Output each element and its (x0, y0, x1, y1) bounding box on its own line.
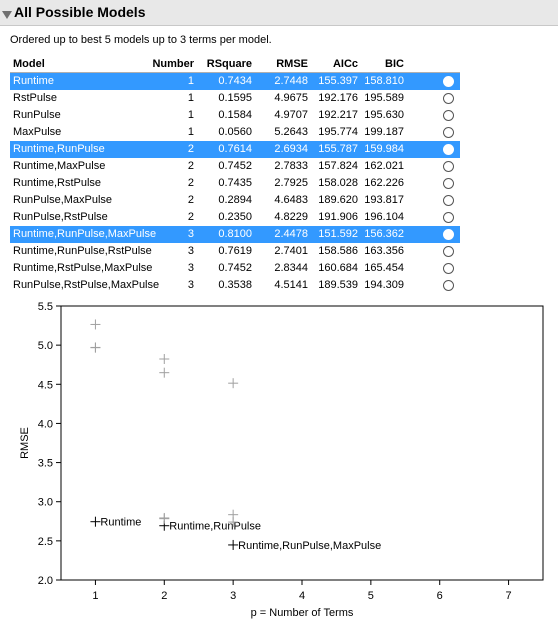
aicc-cell: 192.176 (318, 92, 358, 104)
model-select-radio[interactable] (443, 178, 454, 189)
model-select-radio[interactable] (443, 144, 454, 155)
aicc-cell: 155.787 (318, 143, 358, 155)
rsquare-cell: 0.7434 (218, 75, 252, 87)
number-cell: 3 (187, 279, 194, 291)
model-select-radio[interactable] (443, 280, 454, 291)
bic-cell: 163.356 (364, 245, 404, 257)
point-label: Runtime (100, 516, 142, 529)
bic-cell: 196.104 (364, 211, 404, 223)
aicc-cell: 189.620 (318, 194, 358, 206)
model-cell: RstPulse (13, 92, 58, 104)
model-cell: RunPulse,MaxPulse (13, 194, 113, 206)
aicc-cell: 189.539 (318, 279, 358, 291)
table-row[interactable] (10, 107, 460, 124)
number-cell: 1 (187, 126, 194, 138)
table-row[interactable] (10, 175, 460, 192)
table-row[interactable] (10, 243, 460, 260)
bic-cell: 193.817 (364, 194, 404, 206)
disclosure-triangle-icon[interactable] (0, 3, 13, 21)
bic-cell: 195.589 (364, 92, 404, 104)
model-select-radio[interactable] (443, 76, 454, 87)
rmse-cell: 2.6934 (274, 143, 308, 155)
table-row[interactable] (10, 260, 460, 277)
table-row[interactable] (10, 73, 460, 90)
table-row[interactable] (10, 90, 460, 107)
model-cell: Runtime,RstPulse,MaxPulse (13, 262, 153, 274)
number-cell: 3 (187, 262, 194, 274)
aicc-cell: 191.906 (318, 211, 358, 223)
aicc-cell: 151.592 (318, 228, 358, 240)
model-cell: Runtime,RunPulse (13, 143, 105, 155)
bic-cell: 195.630 (364, 109, 404, 121)
bic-cell: 156.362 (364, 228, 404, 240)
rsquare-cell: 0.1595 (218, 92, 252, 104)
number-cell: 1 (187, 92, 194, 104)
y-axis-label: RMSE (19, 427, 31, 459)
number-cell: 2 (187, 211, 194, 223)
rmse-cell: 4.6483 (274, 194, 308, 206)
bic-cell: 165.454 (364, 262, 404, 274)
table-row[interactable] (10, 124, 460, 141)
rsquare-cell: 0.3538 (218, 279, 252, 291)
aicc-cell: 158.028 (318, 177, 358, 189)
x-tick-label: 3 (230, 590, 237, 602)
bic-cell: 194.309 (364, 279, 404, 291)
bic-cell: 199.187 (364, 126, 404, 138)
rmse-cell: 5.2643 (274, 126, 308, 138)
rmse-cell: 4.8229 (274, 211, 308, 223)
table-row[interactable] (10, 141, 460, 158)
column-header-rsquare[interactable]: RSquare (206, 58, 252, 70)
aicc-cell: 192.217 (318, 109, 358, 121)
rmse-cell: 2.7925 (274, 177, 308, 189)
rsquare-cell: 0.7619 (218, 245, 252, 257)
number-cell: 2 (187, 177, 194, 189)
aicc-cell: 155.397 (318, 75, 358, 87)
aicc-cell: 158.586 (318, 245, 358, 257)
panel-title: All Possible Models (14, 4, 146, 20)
model-select-radio[interactable] (443, 195, 454, 206)
column-header-model[interactable]: Model (13, 58, 45, 70)
table-row[interactable] (10, 226, 460, 243)
panel-subtitle: Ordered up to best 5 models up to 3 terms per model. (10, 34, 272, 46)
rsquare-cell: 0.7452 (218, 262, 252, 274)
rmse-cell: 2.8344 (274, 262, 308, 274)
x-tick-label: 6 (436, 590, 443, 602)
column-header-aicc[interactable]: AICc (332, 58, 358, 70)
bic-cell: 158.810 (364, 75, 404, 87)
bic-cell: 162.021 (364, 160, 404, 172)
rsquare-cell: 0.0560 (218, 126, 252, 138)
rmse-cell: 2.7833 (274, 160, 308, 172)
model-cell: RunPulse,RstPulse,MaxPulse (13, 279, 160, 291)
model-cell: MaxPulse (13, 126, 62, 138)
x-tick-label: 5 (367, 590, 374, 602)
x-tick-label: 1 (92, 590, 99, 602)
plot-frame (61, 306, 543, 580)
column-header-rmse[interactable]: RMSE (276, 58, 308, 70)
rsquare-cell: 0.7614 (218, 143, 252, 155)
y-tick-label: 3.0 (37, 496, 53, 509)
x-axis-label: p = Number of Terms (250, 607, 354, 619)
model-cell: Runtime,RunPulse,RstPulse (13, 245, 152, 257)
model-cell: RunPulse,RstPulse (13, 211, 108, 223)
bic-cell: 159.984 (364, 143, 404, 155)
aicc-cell: 195.774 (318, 126, 358, 138)
model-cell: RunPulse (13, 109, 61, 121)
number-cell: 1 (187, 75, 194, 87)
y-tick-label: 4.5 (37, 379, 53, 392)
number-cell: 2 (187, 143, 194, 155)
column-header-bic[interactable]: BIC (385, 58, 404, 70)
y-tick-label: 5.5 (37, 301, 53, 313)
model-select-radio[interactable] (443, 161, 454, 172)
model-cell: Runtime,RstPulse (13, 177, 102, 189)
rsquare-cell: 0.2894 (218, 194, 252, 206)
number-cell: 2 (187, 160, 194, 172)
rsquare-cell: 0.7435 (218, 177, 252, 189)
model-cell: Runtime (13, 75, 54, 87)
y-tick-label: 2.5 (37, 535, 53, 548)
model-select-radio[interactable] (443, 212, 454, 223)
x-tick-label: 2 (161, 590, 168, 602)
number-cell: 1 (187, 109, 194, 121)
model-cell: Runtime,RunPulse,MaxPulse (13, 228, 157, 240)
model-select-radio[interactable] (443, 263, 454, 274)
y-tick-label: 4.0 (37, 418, 53, 431)
rmse-cell: 4.5141 (274, 279, 308, 291)
point-label: Runtime,RunPulse (169, 520, 262, 533)
table-row[interactable] (10, 192, 460, 209)
rmse-cell: 2.7448 (274, 75, 308, 87)
panel-header[interactable] (0, 0, 558, 26)
number-cell: 3 (187, 228, 194, 240)
model-select-radio[interactable] (443, 127, 454, 138)
table-row[interactable] (10, 158, 460, 175)
y-tick-label: 3.5 (37, 457, 53, 470)
model-select-radio[interactable] (443, 110, 454, 121)
table-row[interactable] (10, 277, 460, 294)
rsquare-cell: 0.8100 (218, 228, 252, 240)
aicc-cell: 160.684 (318, 262, 358, 274)
model-select-radio[interactable] (443, 229, 454, 240)
number-cell: 2 (187, 194, 194, 206)
model-select-radio[interactable] (443, 93, 454, 104)
bic-cell: 162.226 (364, 177, 404, 189)
column-header-number[interactable]: Number (152, 58, 194, 70)
rsquare-cell: 0.2350 (218, 211, 252, 223)
x-tick-label: 7 (505, 590, 512, 602)
models-table (10, 56, 460, 294)
table-header (10, 56, 460, 73)
rmse-cell: 2.7401 (274, 245, 308, 257)
rsquare-cell: 0.1584 (218, 109, 252, 121)
rmse-cell: 4.9675 (274, 92, 308, 104)
rmse-cell: 4.9707 (274, 109, 308, 121)
aicc-cell: 157.824 (318, 160, 358, 172)
rmse-cell: 2.4478 (274, 228, 308, 240)
y-tick-label: 2.0 (37, 575, 53, 587)
x-tick-label: 4 (298, 590, 306, 602)
model-cell: Runtime,MaxPulse (13, 160, 106, 172)
rsquare-cell: 0.7452 (218, 160, 252, 172)
point-label: Runtime,RunPulse,MaxPulse (238, 539, 382, 552)
number-cell: 3 (187, 245, 194, 257)
model-select-radio[interactable] (443, 246, 454, 257)
y-tick-label: 5.0 (37, 340, 53, 353)
rmse-vs-terms-chart (0, 296, 558, 623)
table-row[interactable] (10, 209, 460, 226)
